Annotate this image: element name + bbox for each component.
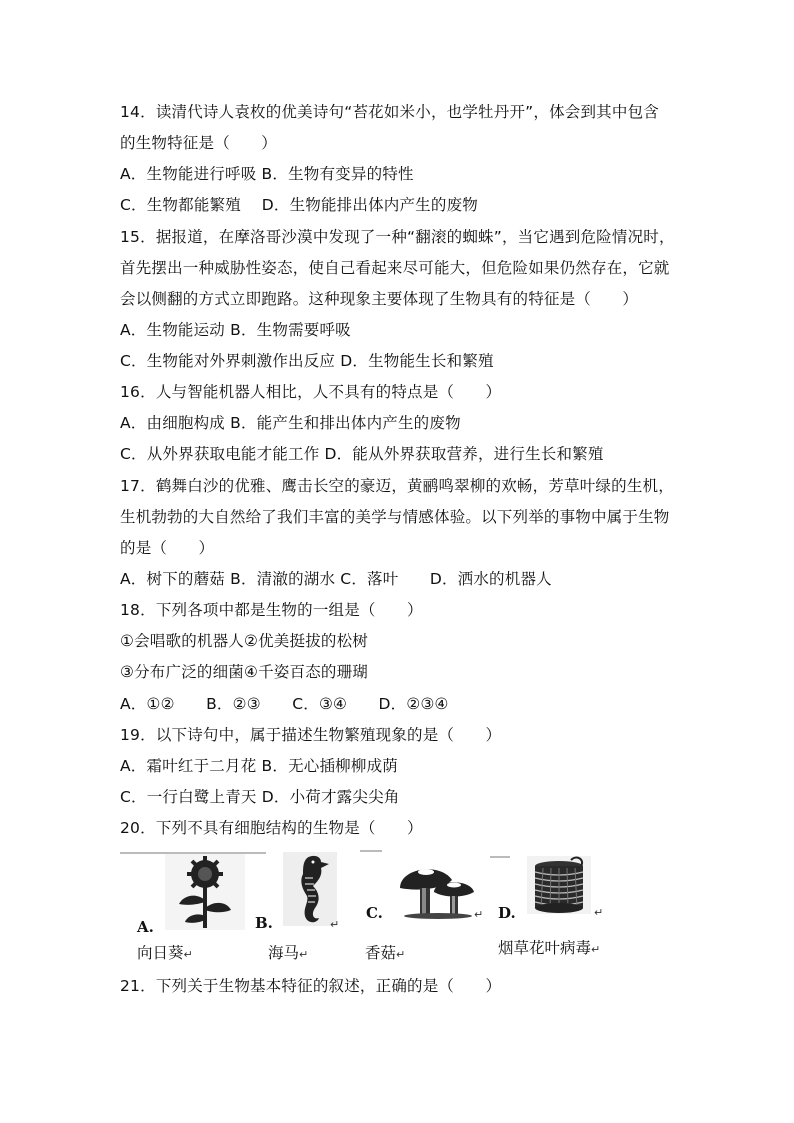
q20-figure-options <box>0 848 794 968</box>
q16-options-ab: A．由细胞构成 B．能产生和排出体内产生的废物 <box>120 414 461 432</box>
option-d-caption <box>498 936 600 958</box>
seahorse-icon <box>283 852 337 926</box>
return-mark: ↵ <box>299 948 309 961</box>
q18-options: A．①② B．②③ C．③④ D．②③④ <box>120 695 449 713</box>
scan-artifact-rule <box>360 850 382 852</box>
option-a-letter: A. <box>137 918 154 936</box>
q20-stem: 20．下列不具有细胞结构的生物是（ ） <box>120 819 423 837</box>
option-d-letter: D. <box>498 904 516 922</box>
mushroom-icon <box>390 858 478 920</box>
scan-artifact-rule <box>490 856 510 858</box>
option-c-caption <box>365 941 405 963</box>
option-b-letter: B. <box>255 914 273 932</box>
q19-options-ab: A．霜叶红于二月花 B．无心插柳柳成荫 <box>120 757 398 775</box>
q15-options-ab: A．生物能运动 B．生物需要呼吸 <box>120 321 351 339</box>
q15-stem-line2: 首先摆出一种威胁性姿态，使自己看起来尽可能大，但危险如果仍然存在，它就 <box>120 259 670 277</box>
return-mark: ↵ <box>591 943 601 956</box>
q14-options-cd: C．生物都能繁殖 D．生物能排出体内产生的废物 <box>120 196 478 214</box>
q15-options-cd: C．生物能对外界刺激作出反应 D．生物能生长和繁殖 <box>120 352 494 370</box>
option-a-caption <box>137 941 193 963</box>
q16-stem: 16．人与智能机器人相比，人不具有的特点是（ ） <box>120 383 502 401</box>
q17-stem-line1: 17．鹤舞白沙的优雅、鹰击长空的豪迈，黄鹂鸣翠柳的欢畅，芳草叶绿的生机， <box>120 477 674 495</box>
option-c-letter: C. <box>366 904 383 922</box>
option-c-caption-text: 香菇 <box>365 944 397 962</box>
q14-stem-line2: 的生物特征是（ ） <box>120 134 278 152</box>
tobacco-mosaic-virus-icon <box>527 856 591 914</box>
return-mark: ↵ <box>396 948 406 961</box>
q14-options-ab: A．生物能进行呼吸 B．生物有变异的特性 <box>120 165 414 183</box>
return-mark: ↵ <box>330 918 340 931</box>
q16-options-cd: C．从外界获取电能才能工作 D．能从外界获取营养，进行生长和繁殖 <box>120 445 604 463</box>
q18-item-line2: ③分布广泛的细菌④千姿百态的珊瑚 <box>120 663 368 681</box>
q17-stem-line3: 的是（ ） <box>120 539 215 557</box>
q17-stem-line2: 生机勃勃的大自然给了我们丰富的美学与情感体验。以下列举的事物中属于生物 <box>120 508 670 526</box>
option-b-caption-text: 海马 <box>268 944 300 962</box>
return-mark: ↵ <box>474 908 484 921</box>
return-mark: ↵ <box>594 906 604 919</box>
option-d-caption-text: 烟草花叶病毒 <box>498 939 592 957</box>
q15-stem-line1: 15．据报道，在摩洛哥沙漠中发现了一种“翻滚的蜘蛛”，当它遇到危险情况时， <box>120 228 675 246</box>
q21-stem: 21．下列关于生物基本特征的叙述，正确的是（ ） <box>120 977 502 995</box>
sunflower-icon <box>165 854 245 930</box>
q18-stem: 18．下列各项中都是生物的一组是（ ） <box>120 601 423 619</box>
q18-item-line1: ①会唱歌的机器人②优美挺拔的松树 <box>120 632 368 650</box>
q14-stem-line1: 14．读清代诗人袁枚的优美诗句“苔花如米小，也学牡丹开”，体会到其中包含 <box>120 103 659 121</box>
q19-stem: 19．以下诗句中，属于描述生物繁殖现象的是（ ） <box>120 726 502 744</box>
return-mark: ↵ <box>183 948 193 961</box>
option-b-caption <box>268 941 308 963</box>
q19-options-cd: C．一行白鹭上青天 D．小荷才露尖尖角 <box>120 788 400 806</box>
q17-options: A．树下的蘑菇 B．清澈的湖水 C．落叶 D．洒水的机器人 <box>120 570 552 588</box>
option-a-caption-text: 向日葵 <box>137 944 184 962</box>
q15-stem-line3: 会以侧翻的方式立即跑路。这种现象主要体现了生物具有的特征是（ ） <box>120 290 639 308</box>
